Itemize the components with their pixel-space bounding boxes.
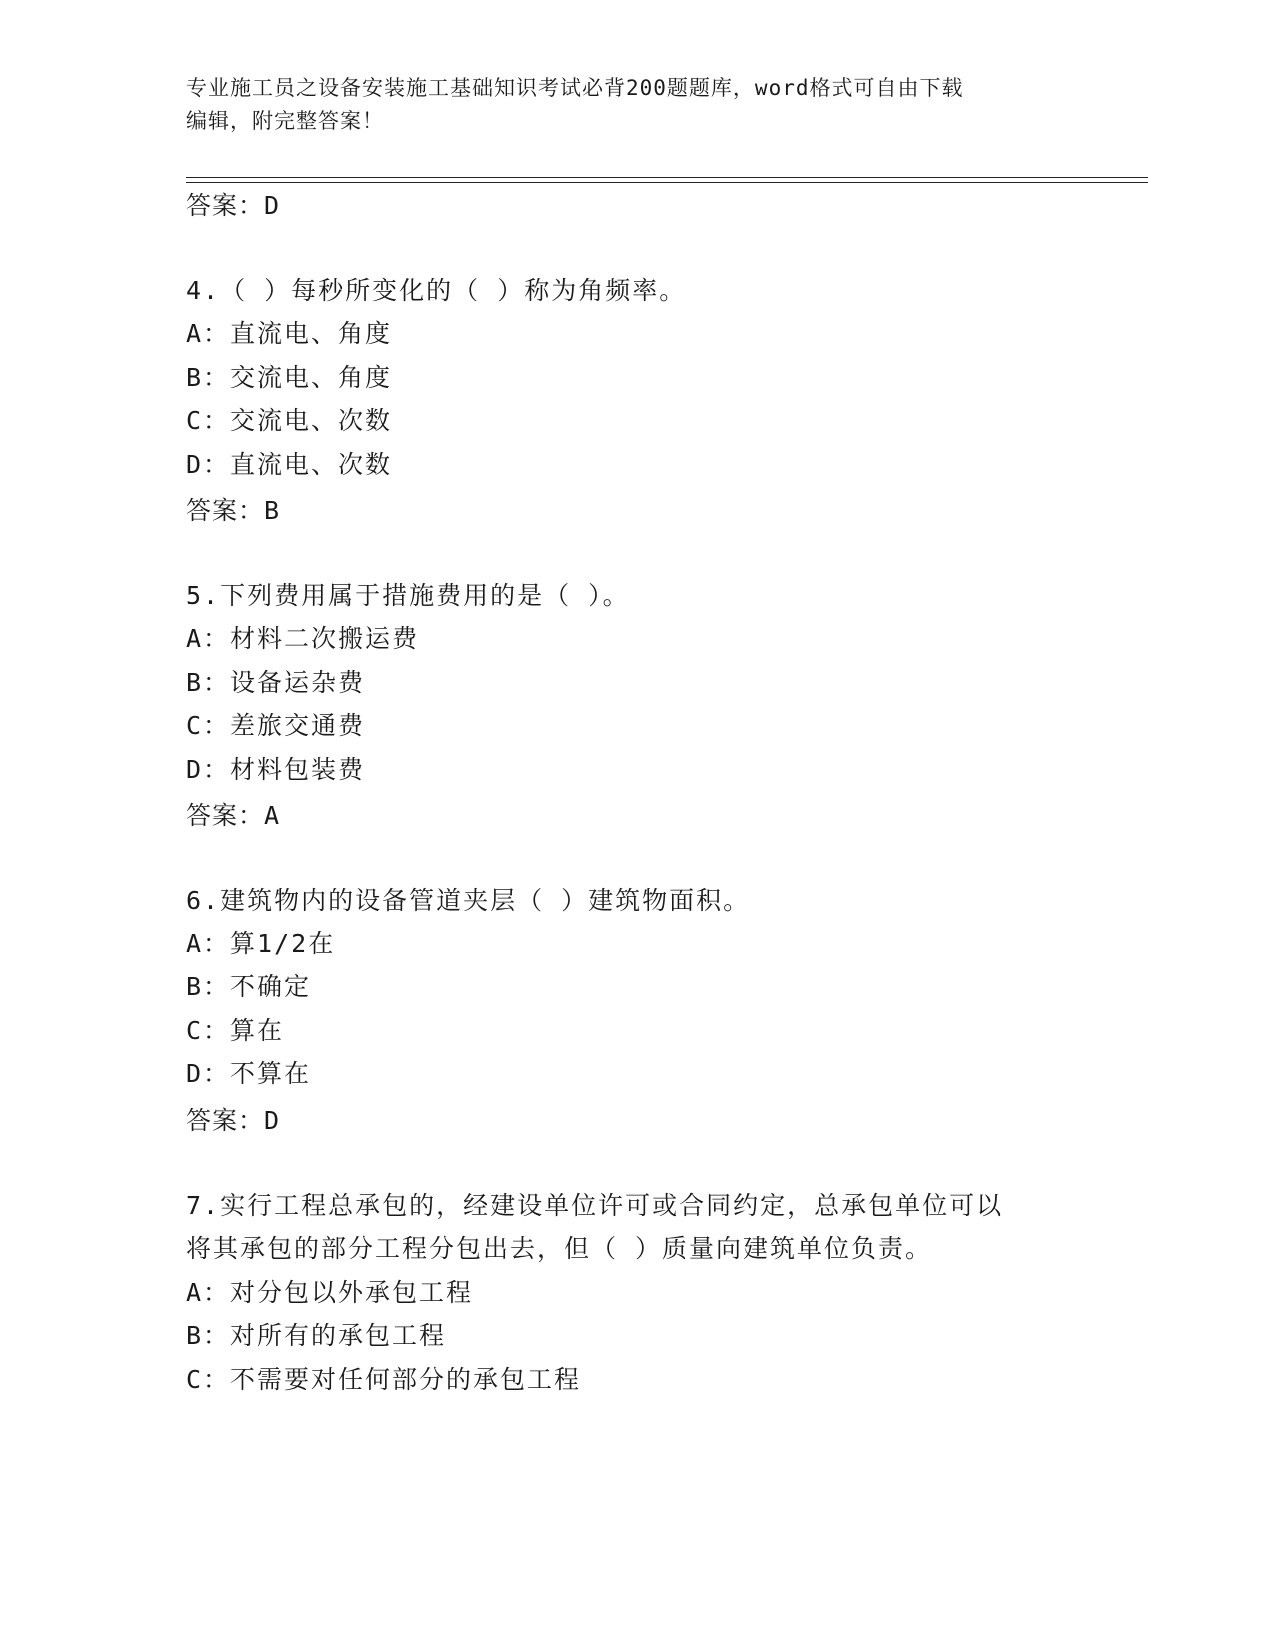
- option-b: B：不确定: [186, 972, 312, 1001]
- option-a: A：材料二次搬运费: [186, 624, 420, 653]
- option-a: A：直流电、角度: [186, 319, 393, 348]
- question-stem-line-1: 7.实行工程总承包的，经建设单位许可或合同约定，总承包单位可以: [186, 1191, 1004, 1220]
- answer-value: D: [264, 1106, 281, 1135]
- option-d: D：材料包装费: [186, 755, 366, 784]
- answer-label: 答案：: [186, 801, 265, 830]
- answer-line: [186, 191, 280, 221]
- option-b: B：对所有的承包工程: [186, 1321, 447, 1350]
- question-stem: 6.建筑物内的设备管道夹层（ ）建筑物面积。: [186, 886, 751, 915]
- answer-label: 答案：: [186, 1106, 265, 1135]
- answer-label: 答案：: [186, 496, 265, 525]
- question-stem: 5.下列费用属于措施费用的是（ ）。: [186, 581, 630, 610]
- option-c: C：差旅交通费: [186, 711, 366, 740]
- option-a: A：对分包以外承包工程: [186, 1278, 474, 1307]
- answer-value: D: [264, 191, 281, 220]
- option-a: A：算1/2在: [186, 929, 336, 958]
- option-b: B：设备运杂费: [186, 668, 366, 697]
- option-d: D：直流电、次数: [186, 450, 393, 479]
- option-d: D：不算在: [186, 1059, 312, 1088]
- page-header: [186, 72, 1066, 138]
- header-line-1: 专业施工员之设备安装施工基础知识考试必背200题题库，word格式可自由下载: [186, 76, 964, 100]
- option-c: C：算在: [186, 1016, 285, 1045]
- answer-line: [186, 496, 280, 526]
- answer-line: [186, 801, 280, 831]
- option-b: B：交流电、角度: [186, 363, 393, 392]
- option-c: C：不需要对任何部分的承包工程: [186, 1365, 582, 1394]
- header-divider-bottom: [186, 182, 1148, 183]
- option-c: C：交流电、次数: [186, 406, 393, 435]
- question-stem-line-2: 将其承包的部分工程分包出去，但（ ）质量向建筑单位负责。: [186, 1234, 933, 1263]
- answer-label: 答案：: [186, 191, 265, 220]
- answer-line: [186, 1106, 280, 1136]
- answer-value: B: [264, 496, 281, 525]
- answer-value: A: [264, 801, 281, 830]
- header-divider-top: [186, 177, 1148, 178]
- header-line-2: 编辑，附完整答案！: [186, 109, 384, 133]
- question-stem: 4.（ ）每秒所变化的（ ）称为角频率。: [186, 276, 687, 305]
